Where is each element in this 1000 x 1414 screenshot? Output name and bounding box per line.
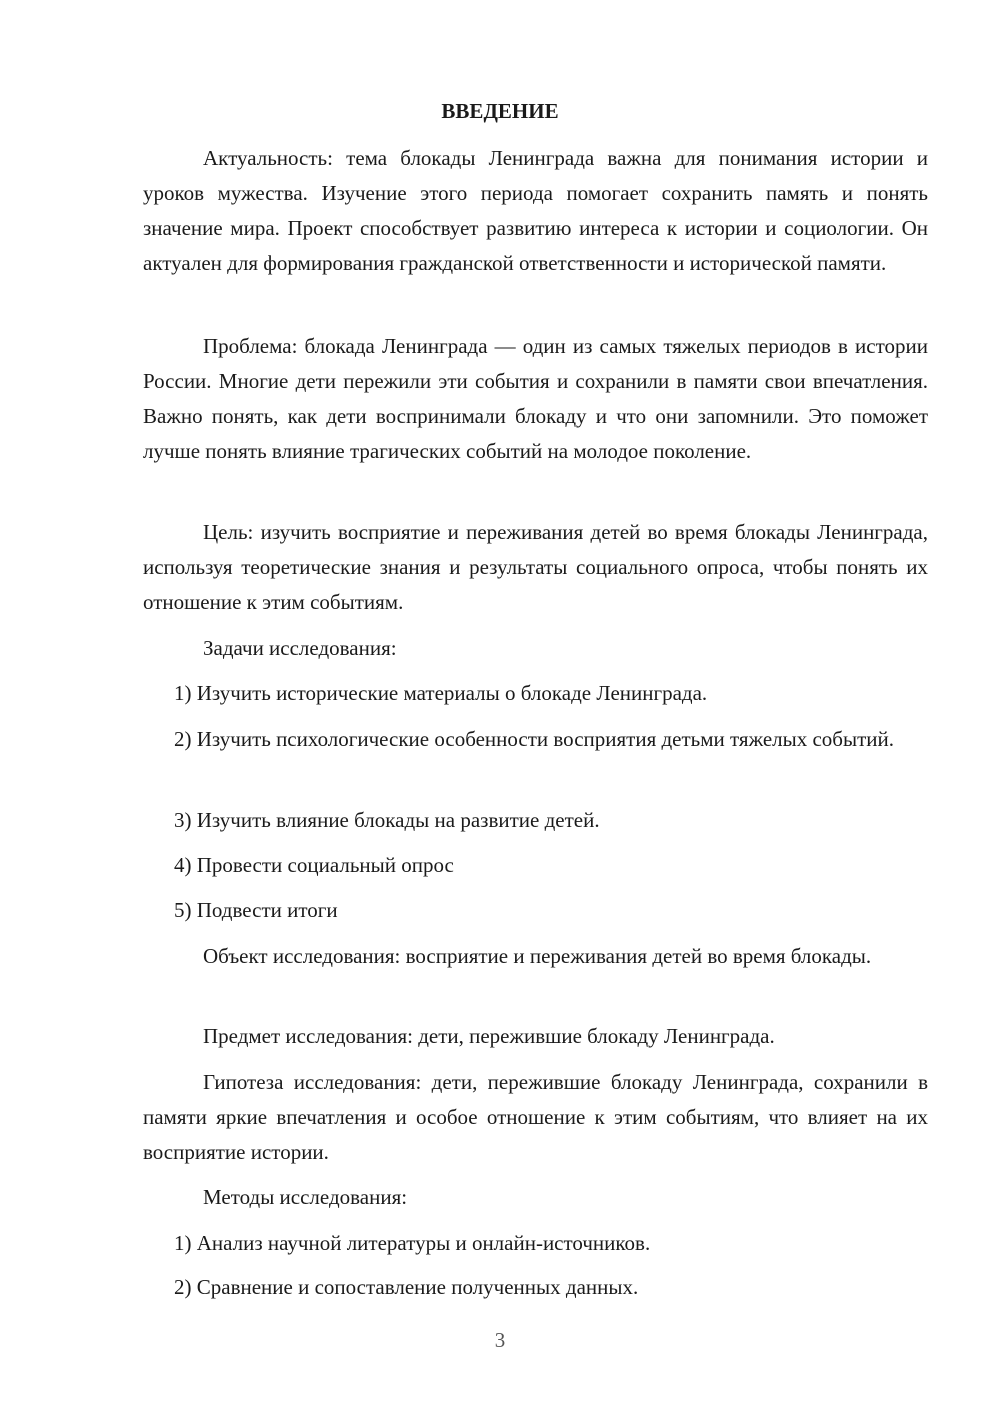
- paragraph-object: Объект исследования: восприятие и переживания детей во время блокады.: [203, 944, 872, 968]
- task-item: 1) Изучить исторические материалы о блокаде Ленинграда.: [174, 681, 708, 705]
- tasks-heading: Задачи исследования:: [203, 636, 397, 660]
- paragraph-relevance: Актуальность: тема блокады Ленинграда важна для понимания истории и уроков мужества. Изучение этого периода помогает сохранить память и понять значение мира. Проект способствует развитию интереса к истории и социологии. Он актуален для формирования гражданской ответственности и исторической памяти.: [143, 146, 928, 275]
- task-item: 4) Провести социальный опрос: [174, 853, 454, 877]
- method-item: 2) Сравнение и сопоставление полученных данных.: [174, 1275, 639, 1299]
- page-number: 3: [494, 1328, 506, 1352]
- methods-heading: Методы исследования:: [203, 1185, 408, 1209]
- paragraph-subject: Предмет исследования: дети, пережившие блокаду Ленинграда.: [203, 1024, 775, 1048]
- page-title: ВВЕДЕНИЕ: [441, 99, 559, 123]
- task-item: 2) Изучить психологические особенности восприятия детьми тяжелых событий.: [174, 727, 894, 751]
- method-item: 1) Анализ научной литературы и онлайн-источников.: [174, 1231, 651, 1255]
- task-item: 3) Изучить влияние блокады на развитие детей.: [174, 808, 600, 832]
- task-item: 5) Подвести итоги: [174, 898, 338, 922]
- paragraph-goal: Цель: изучить восприятие и переживания детей во время блокады Ленинграда, используя теоретические знания и результаты социального опроса, чтобы понять их отношение к этим событиям.: [143, 520, 928, 614]
- paragraph-hypothesis: Гипотеза исследования: дети, пережившие блокаду Ленинграда, сохранили в памяти яркие впечатления и особое отношение к этим событиям, что влияет на их восприятие истории.: [143, 1070, 928, 1164]
- paragraph-problem: Проблема: блокада Ленинграда — один из самых тяжелых периодов в истории России. Многие дети пережили эти события и сохранили в памяти свои впечатления. Важно понять, как дети воспринимали блокаду и что они запомнили. Это поможет лучше понять влияние трагических событий на молодое поколение.: [143, 334, 928, 463]
